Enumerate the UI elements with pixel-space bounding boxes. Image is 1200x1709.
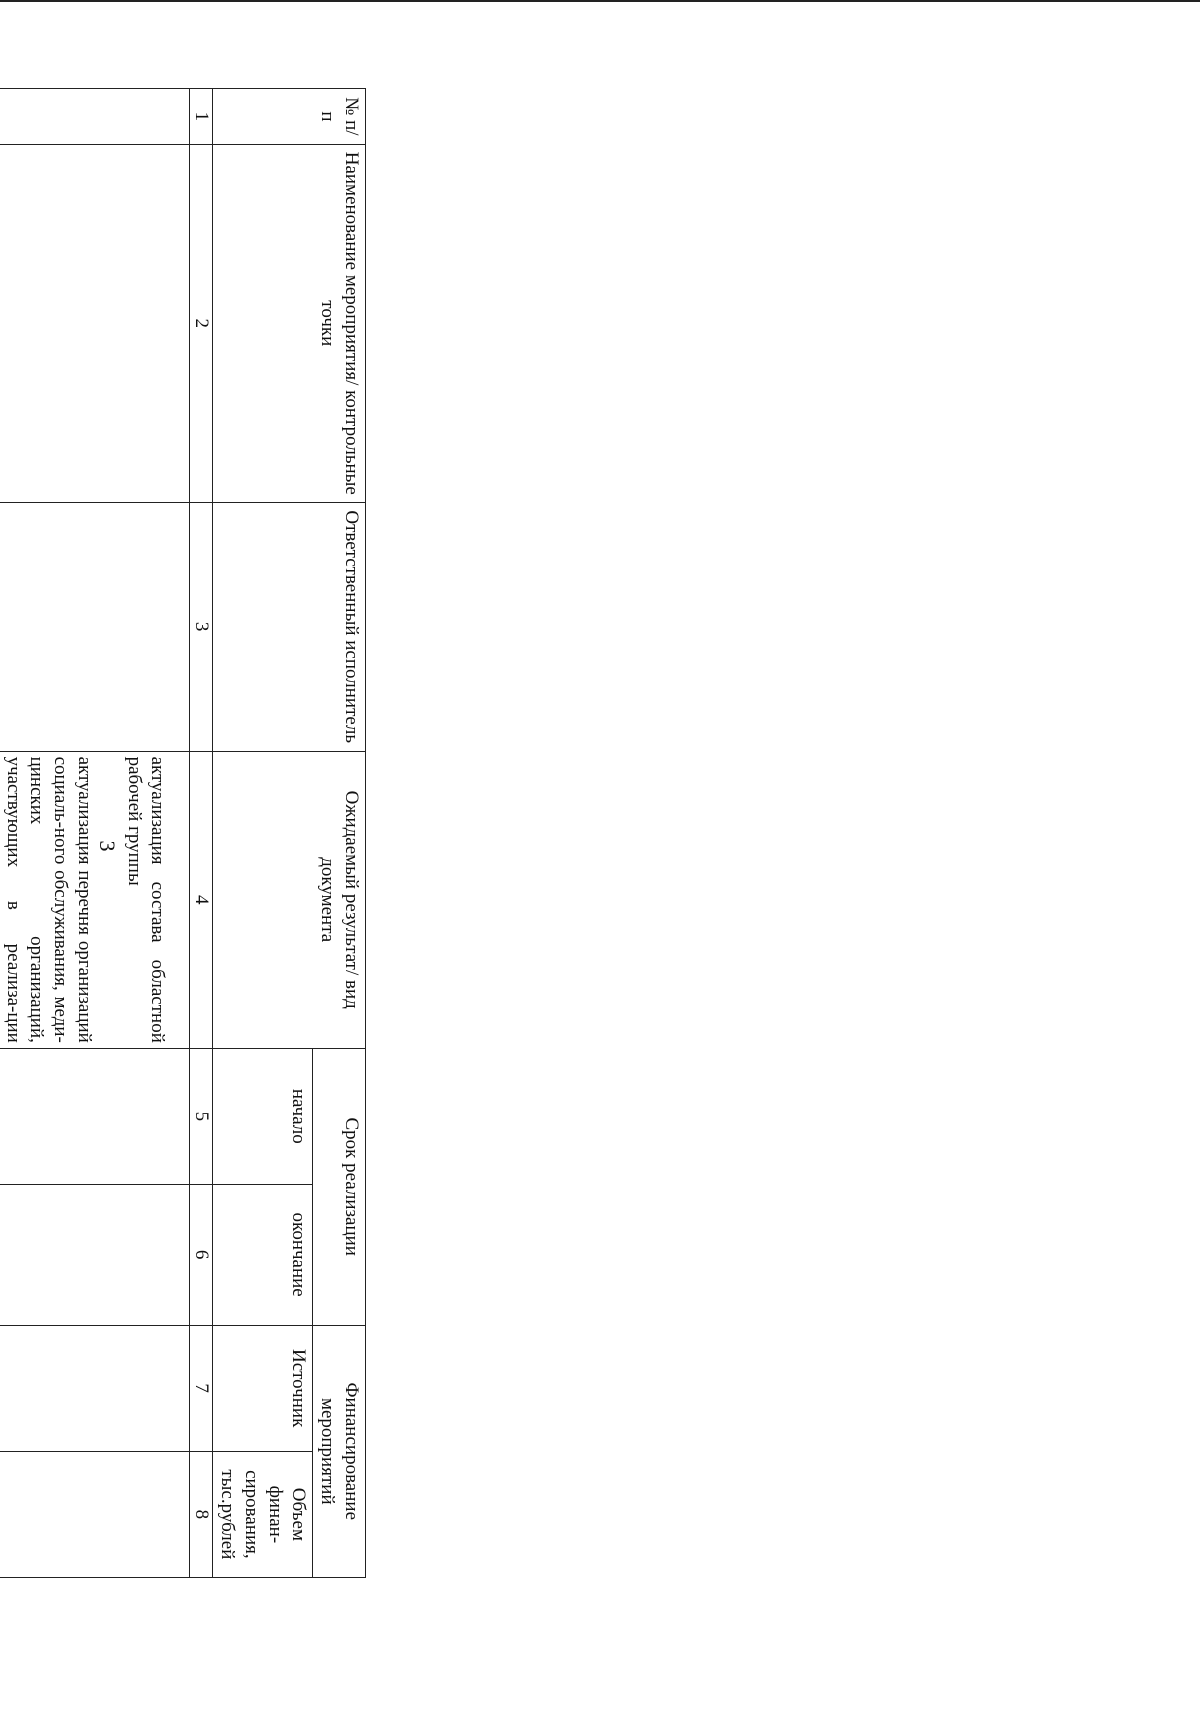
column-number: 2 xyxy=(190,144,213,502)
table-row-continuation xyxy=(0,89,172,1578)
column-number: 4 xyxy=(190,751,213,1048)
column-number: 1 xyxy=(190,89,213,145)
column-numbers-row xyxy=(190,89,213,1578)
header-executor: Ответственный исполнитель xyxy=(213,502,366,751)
result-cell-continuation xyxy=(0,751,172,1048)
header-name: Наименование мероприятия/ контрольные точки xyxy=(213,144,366,502)
header-num: № п/п xyxy=(213,89,366,145)
result-item: актуализация перечня организаций социаль-ного обслуживания, меди-цинских организаций, участвующих в реализа-ции xyxy=(2,756,95,1043)
header-finance-source: Источник xyxy=(213,1325,313,1451)
header-term: Срок реализации xyxy=(313,1048,366,1325)
activities-table xyxy=(0,88,366,1578)
column-number: 8 xyxy=(190,1451,213,1577)
column-number: 6 xyxy=(190,1184,213,1325)
header-finance: Финансирование мероприятий xyxy=(313,1325,366,1577)
column-number: 7 xyxy=(190,1325,213,1451)
page-number: 3 xyxy=(95,840,120,852)
column-number: 3 xyxy=(190,502,213,751)
header-term-start: начало xyxy=(213,1048,313,1184)
header-finance-amount: Объем финан-сирования, тыс.рублей xyxy=(213,1451,313,1577)
column-number: 5 xyxy=(190,1048,213,1184)
result-item: актуализация состава областной рабочей группы xyxy=(123,756,169,1043)
header-result: Ожидаемый результат/ вид документа xyxy=(213,751,366,1048)
header-term-end: окончание xyxy=(213,1184,313,1325)
